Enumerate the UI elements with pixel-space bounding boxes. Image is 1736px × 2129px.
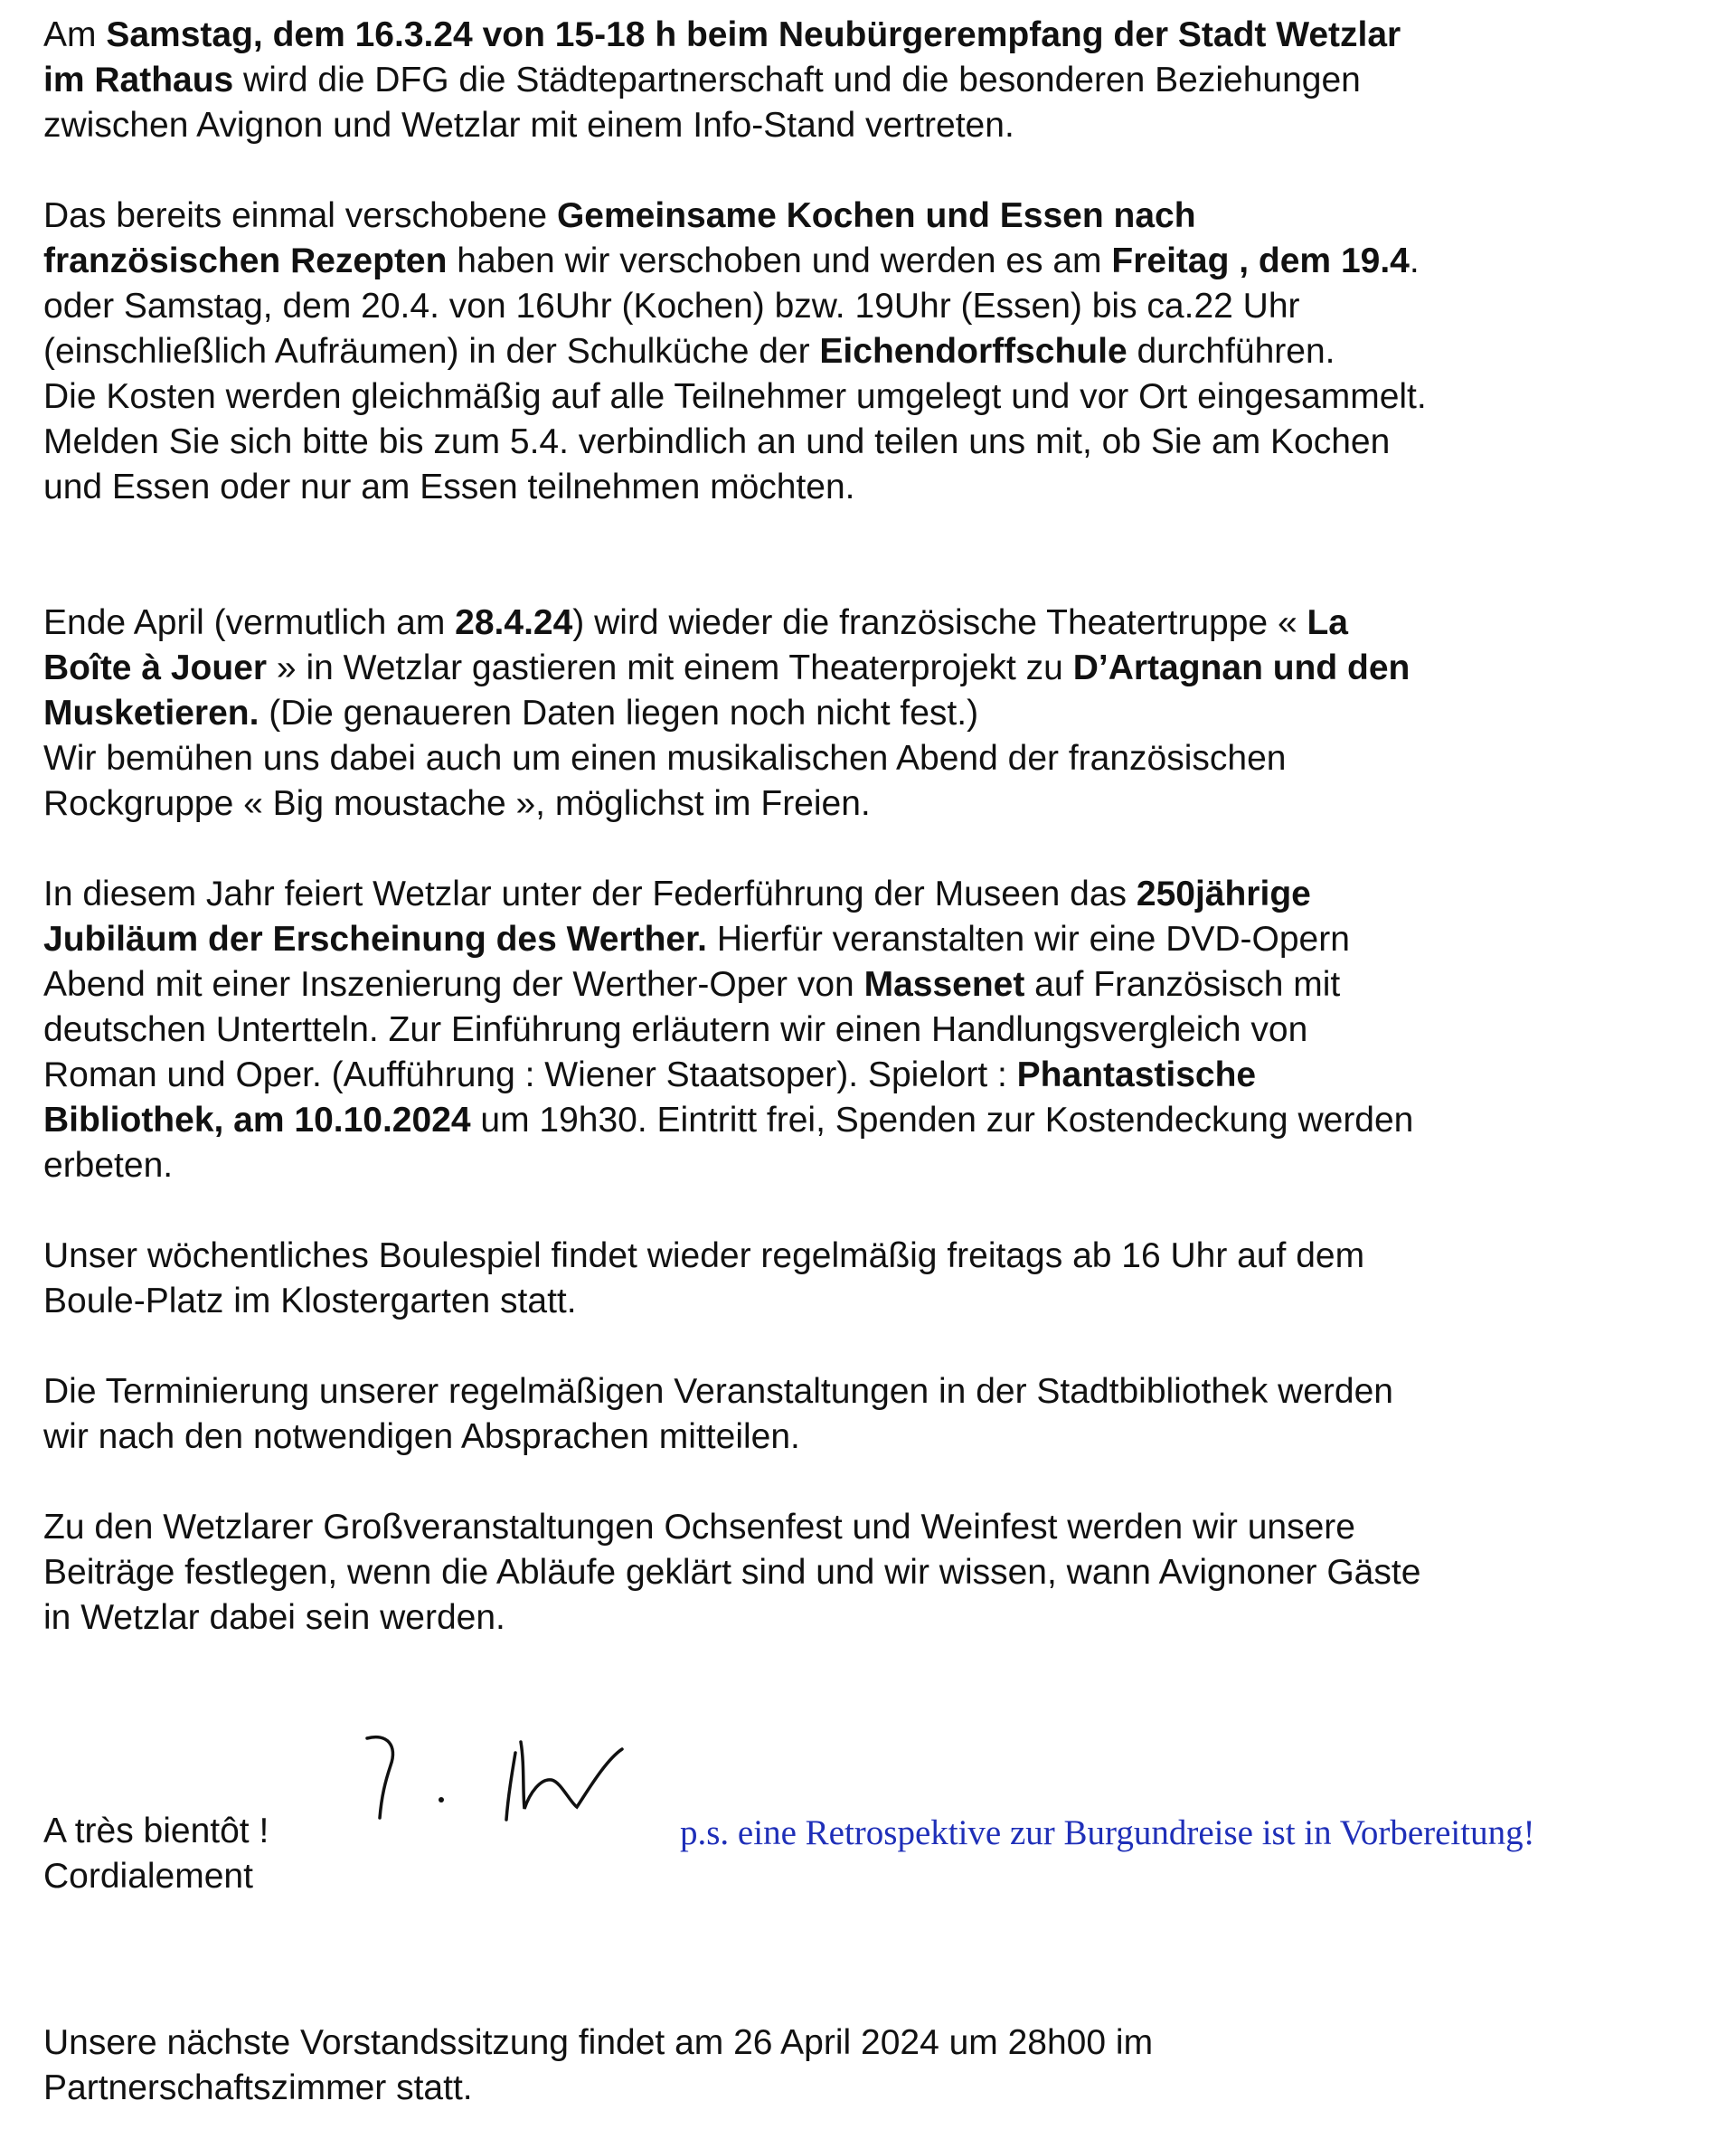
text-line: Melden Sie sich bitte bis zum 5.4. verbindlich an und teilen uns mit, ob Sie am Kochen [43,422,1391,461]
text-run: auf Französisch mit [1024,965,1341,1004]
bold-run: Freitag , dem 19.4 [1111,241,1410,280]
text-line: Rockgruppe « Big moustache », möglichst im Freien. [43,784,871,823]
text-run: wird die DFG die Städtepartnerschaft und die besonderen Beziehungen [233,61,1361,99]
text-line [43,872,1707,917]
letter-body [43,13,1707,1899]
text-run: Das bereits einmal verschobene [43,196,557,235]
closing-line: Cordialement [43,1857,253,1896]
text-line: erbeten. [43,1146,174,1185]
text-run: ) wird wieder die französische Theatertruppe « [572,603,1307,642]
bold-run: Bibliothek, am 10.10.2024 [43,1101,471,1140]
text-line [43,58,1707,103]
paragraph-kochen-essen [43,194,1707,510]
text-line [43,691,1707,736]
text-run: (einschließlich Aufräumen) in der Schulküche der [43,332,820,371]
text-line [43,1098,1707,1143]
text-line: und Essen oder nur am Essen teilnehmen möchten. [43,468,855,506]
bold-run: im Rathaus [43,61,234,99]
text-line: Beiträge festlegen, wenn die Abläufe geklärt sind und wir wissen, wann Avignoner Gäste [43,1553,1421,1592]
text-line: Zu den Wetzlarer Großveranstaltungen Ochsenfest und Weinfest werden wir unsere [43,1508,1355,1547]
closing-greeting [43,1809,269,1899]
final-note-container [43,2020,1707,2111]
bold-run: französischen Rezepten [43,241,448,280]
text-run: Roman und Oper. (Aufführung : Wiener Staatsoper). Spielort : [43,1055,1017,1094]
text-line [43,329,1707,374]
bold-run: Gemeinsame Kochen und Essen nach [556,196,1196,235]
text-run: In diesem Jahr feiert Wetzlar unter der Federführung der Museen das [43,875,1137,913]
text-line: Unsere nächste Vorstandssitzung findet am 26 April 2024 um 28h00 im [43,2023,1154,2062]
text-run: » in Wetzlar gastieren mit einem Theaterprojekt zu [267,648,1073,687]
text-line: Boule-Platz im Klostergarten statt. [43,1282,577,1320]
bold-run: 250jährige [1136,875,1311,913]
handwritten-signature-icon [315,1718,694,1863]
text-run: durchführen. [1127,332,1335,371]
bold-run: Phantastische [1016,1055,1257,1094]
text-line [43,917,1707,962]
bold-run: Massenet [863,965,1025,1004]
text-line: oder Samstag, dem 20.4. von 16Uhr (Kochen) bzw. 19Uhr (Essen) bis ca.22 Uhr [43,287,1300,326]
text-run: Ende April (vermutlich am [43,603,456,642]
text-line [43,601,1707,646]
text-run: . [1409,241,1420,280]
bold-run: La [1307,603,1348,642]
text-run: Hierfür veranstalten wir eine DVD-Opern [706,920,1350,959]
paragraph-stadtbibliothek [43,1369,1707,1460]
paragraph-vorstandssitzung [43,2020,1707,2111]
text-run: haben wir verschoben und werden es am [447,241,1112,280]
bold-run: Musketieren. [43,694,259,733]
text-line: zwischen Avignon und Wetzlar mit einem Info-Stand vertreten. [43,106,1014,145]
text-line: deutschen Untertteln. Zur Einführung erläutern wir einen Handlungsvergleich von [43,1010,1308,1049]
text-line [43,1053,1707,1098]
text-run: um 19h30. Eintritt frei, Spenden zur Kostendeckung werden [470,1101,1414,1140]
paragraph-neubuergerempfang [43,13,1707,148]
text-line: Die Kosten werden gleichmäßig auf alle Teilnehmer umgelegt und vor Ort eingesammelt. [43,377,1427,416]
bold-run: Boîte à Jouer [43,648,268,687]
text-run: Am [43,15,107,54]
bold-run: 28.4.24 [455,603,573,642]
text-line [43,239,1707,284]
bold-run: Jubiläum der Erscheinung des Werther. [43,920,707,959]
text-line: Partnerschaftszimmer statt. [43,2068,473,2107]
bold-run: Samstag, dem 16.3.24 von 15-18 h beim Neubürgerempfang der Stadt Wetzlar [106,15,1401,54]
paragraph-werther [43,872,1707,1188]
text-run: Abend mit einer Inszenierung der Werther-Oper von [43,965,864,1004]
closing-line: A très bientôt ! [43,1812,269,1850]
text-line: Die Terminierung unserer regelmäßigen Veranstaltungen in der Stadtbibliothek werden [43,1372,1393,1411]
text-line [43,646,1707,691]
text-line: Wir bemühen uns dabei auch um einen musikalischen Abend der französischen [43,739,1287,778]
text-line [43,13,1707,58]
bold-run: Eichendorffschule [819,332,1127,371]
paragraph-boule [43,1234,1707,1324]
signature-block [43,1718,1707,1899]
text-line: in Wetzlar dabei sein werden. [43,1598,505,1637]
text-run: (Die genaueren Daten liegen noch nicht fest.) [259,694,979,733]
paragraph-theater [43,601,1707,827]
paragraph-grossveranstaltungen [43,1505,1707,1641]
text-line [43,962,1707,1008]
text-line: wir nach den notwendigen Absprachen mitteilen. [43,1417,800,1456]
text-line: Unser wöchentliches Boulespiel findet wieder regelmäßig freitags ab 16 Uhr auf dem [43,1236,1365,1275]
postscript-note: p.s. eine Retrospektive zur Burgundreise ist in Vorbereitung! [680,1813,1535,1852]
text-line [43,194,1707,239]
bold-run: D’Artagnan und den [1072,648,1410,687]
